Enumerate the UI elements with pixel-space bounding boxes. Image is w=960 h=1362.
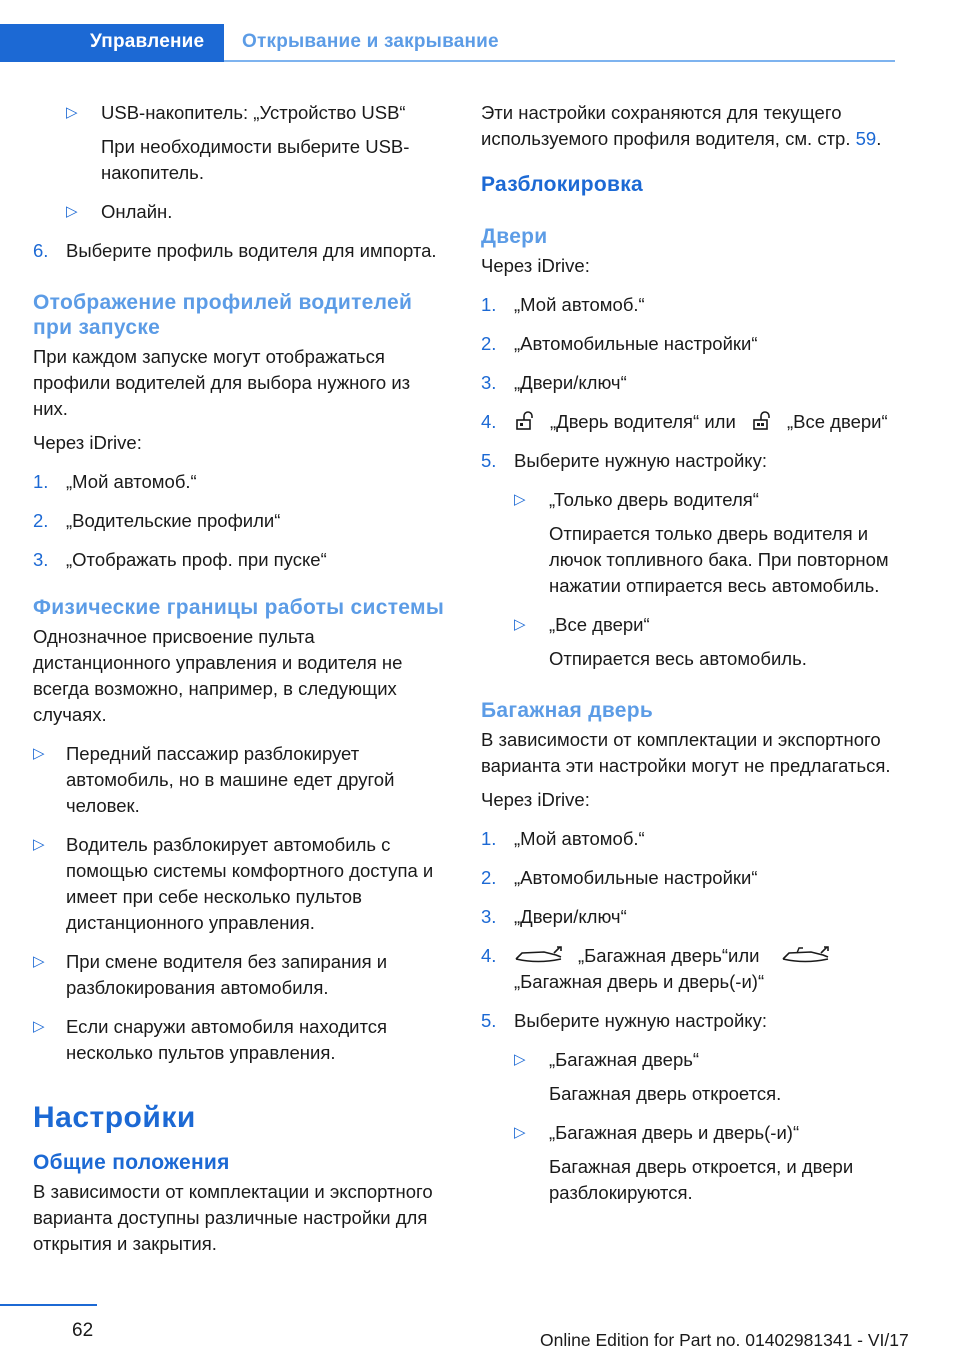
step-number: 4.	[481, 411, 497, 432]
bullet-triangle-icon: ▷	[33, 836, 45, 853]
step-number: 2.	[481, 333, 497, 354]
list-item-text: Если снаружи автомобиля находится несколько пультов управления.	[66, 1016, 388, 1063]
list-item-text: Онлайн.	[101, 201, 173, 222]
list-item	[481, 1120, 901, 1146]
header-rule	[224, 60, 895, 62]
step4-text-a: „Багажная дверь“или	[578, 945, 760, 966]
page-number: 62	[72, 1320, 94, 1341]
bullet-triangle-icon: ▷	[66, 203, 78, 220]
step-number: 4.	[481, 945, 497, 966]
list-item-text: „Багажная дверь и дверь(-и)“	[549, 1122, 800, 1143]
step-text: Выберите нужную настройку:	[514, 450, 767, 471]
all-doors-lock-icon	[751, 411, 773, 431]
door-steps	[481, 292, 901, 396]
step-item	[481, 370, 901, 396]
display-text: При каждом запуске могут отображаться профили водителей для выбора нужного из них.	[33, 346, 411, 419]
trunk-opt1-desc: Багажная дверь откроется.	[549, 1083, 782, 1104]
step-text: „Отображать проф. при пуске“	[66, 549, 327, 570]
step-text: Выберите профиль водителя для импорта.	[66, 240, 437, 261]
step-text: „Автомобильные настройки“	[514, 867, 758, 888]
bullet-triangle-icon: ▷	[66, 104, 78, 121]
list-item-text: „Все двери“	[549, 614, 650, 635]
step-text: „Мой автомоб.“	[514, 828, 645, 849]
step-item	[33, 508, 448, 534]
trunk-step-5	[481, 1008, 901, 1034]
step4-text-a: „Дверь водителя“ или	[550, 411, 736, 432]
step-number: 2.	[481, 867, 497, 888]
intro-end: .	[876, 128, 882, 149]
page-prefix: стр.	[817, 128, 851, 149]
step-text: „Мой автомоб.“	[514, 294, 645, 315]
step-text: „Мой автомоб.“	[66, 471, 197, 492]
bullet-triangle-icon: ▷	[33, 745, 45, 762]
heading-doors: Двери	[481, 225, 548, 248]
bullet-triangle-icon: ▷	[514, 1051, 526, 1068]
step4-text-b: „Багажная дверь и дверь(-и)“	[514, 971, 765, 992]
step-number: 3.	[481, 906, 497, 927]
limits-list	[33, 741, 448, 1066]
step-number: 1.	[33, 471, 49, 492]
door-opt1-desc: Отпирается только дверь водителя и лючок топливного бака. При повторном нажатии отпирается весь автомобиль.	[549, 523, 889, 596]
step-item	[481, 331, 901, 357]
step-number: 1.	[481, 828, 497, 849]
step-item	[33, 547, 448, 573]
edition-text: Online Edition for Part no. 01402981341 - VI/17	[540, 1330, 909, 1350]
step-number: 6.	[33, 240, 49, 261]
heading-unlock: Разблокировка	[481, 173, 643, 196]
list-item	[481, 612, 901, 638]
left-column	[33, 100, 448, 1257]
subsection-title: Открывание и закрывание	[242, 31, 499, 52]
bullet-triangle-icon: ▷	[514, 1124, 526, 1141]
trunk-step-4	[481, 943, 901, 995]
bullet-triangle-icon: ▷	[33, 1018, 45, 1035]
via-idrive-label: Через iDrive:	[33, 432, 142, 453]
heading-display-profiles: Отображение профилей водителей при запуске	[33, 291, 413, 339]
door-step-4	[481, 409, 901, 435]
step-item	[481, 826, 901, 852]
step-item	[481, 292, 901, 318]
driver-door-lock-icon	[514, 411, 536, 431]
right-column	[481, 100, 901, 1206]
step-text: „Двери/ключ“	[514, 372, 627, 393]
step-text: Выберите нужную настройку:	[514, 1010, 767, 1031]
step-6	[33, 238, 448, 264]
heading-trunk: Багажная дверь	[481, 699, 654, 722]
step-number: 3.	[481, 372, 497, 393]
bullet-triangle-icon: ▷	[514, 616, 526, 633]
section-tab: Управление	[0, 24, 224, 62]
list-item	[33, 741, 448, 819]
step-item	[481, 904, 901, 930]
step-number: 3.	[33, 549, 49, 570]
list-item	[33, 949, 448, 1001]
heading-settings: Настройки	[33, 1101, 196, 1134]
list-item	[481, 1047, 901, 1073]
bullet-triangle-icon: ▷	[33, 953, 45, 970]
step-number: 2.	[33, 510, 49, 531]
via-idrive-label: Через iDrive:	[481, 255, 590, 276]
step-text: „Двери/ключ“	[514, 906, 627, 927]
list-item-text: Водитель разблокирует автомобиль с помощью системы комфортного доступа и имеет при себе несколько пультов дистанционного управления.	[66, 834, 434, 933]
limits-text: Однозначное присвоение пульта дистанционного управления и водителя не всегда возможно, например, в следующих случаях.	[33, 626, 403, 725]
heading-general: Общие положения	[33, 1151, 230, 1174]
list-item	[33, 100, 448, 126]
step-text	[481, 943, 901, 995]
list-item	[33, 832, 448, 936]
step-text	[481, 409, 901, 435]
list-item-text: „Только дверь водителя“	[549, 489, 759, 510]
trunk-text: В зависимости от комплектации и экспортного варианта эти настройки могут не предлагаться.	[481, 729, 891, 776]
tailgate-doors-car-icon	[781, 944, 831, 966]
step-text: „Автомобильные настройки“	[514, 333, 758, 354]
list-item	[33, 199, 448, 225]
list-item-text: USB-накопитель: „Устройство USB“	[101, 102, 406, 123]
step-number: 5.	[481, 450, 497, 471]
list-item-text: При смене водителя без запирания и разблокирования автомобиля.	[66, 951, 388, 998]
general-text: В зависимости от комплектации и экспортного варианта доступны различные настройки для открытия и закрытия.	[33, 1181, 433, 1254]
trunk-opt2-desc: Багажная дверь откроется, и двери разблокируются.	[549, 1156, 854, 1203]
trunk-steps	[481, 826, 901, 930]
via-idrive-label: Через iDrive:	[481, 789, 590, 810]
door-step-5	[481, 448, 901, 474]
step-text: „Водительские профили“	[66, 510, 281, 531]
page-link[interactable]: 59	[855, 128, 877, 149]
usb-note: При необходимости выберите USB-накопитель.	[101, 136, 410, 183]
bullet-triangle-icon: ▷	[514, 491, 526, 508]
step-item	[481, 865, 901, 891]
list-item-text: Передний пассажир разблокирует автомобиль, но в машине едет другой человек.	[66, 743, 395, 816]
footer-rule	[0, 1304, 97, 1306]
list-item-text: „Багажная дверь“	[549, 1049, 700, 1070]
display-steps	[33, 469, 448, 573]
step4-text-b: „Все двери“	[786, 411, 888, 432]
step-item	[33, 469, 448, 495]
door-opt2-desc: Отпирается весь автомобиль.	[549, 648, 807, 669]
step-number: 1.	[481, 294, 497, 315]
heading-limits: Физические границы работы системы	[33, 596, 445, 619]
intro-sentence: Эти настройки сохраняются для текущего используемого профиля водителя, см.	[481, 102, 842, 149]
intro-text	[481, 100, 901, 152]
list-item	[481, 487, 901, 513]
step-number: 5.	[481, 1010, 497, 1031]
tailgate-car-icon	[514, 944, 564, 966]
list-item	[33, 1014, 448, 1066]
